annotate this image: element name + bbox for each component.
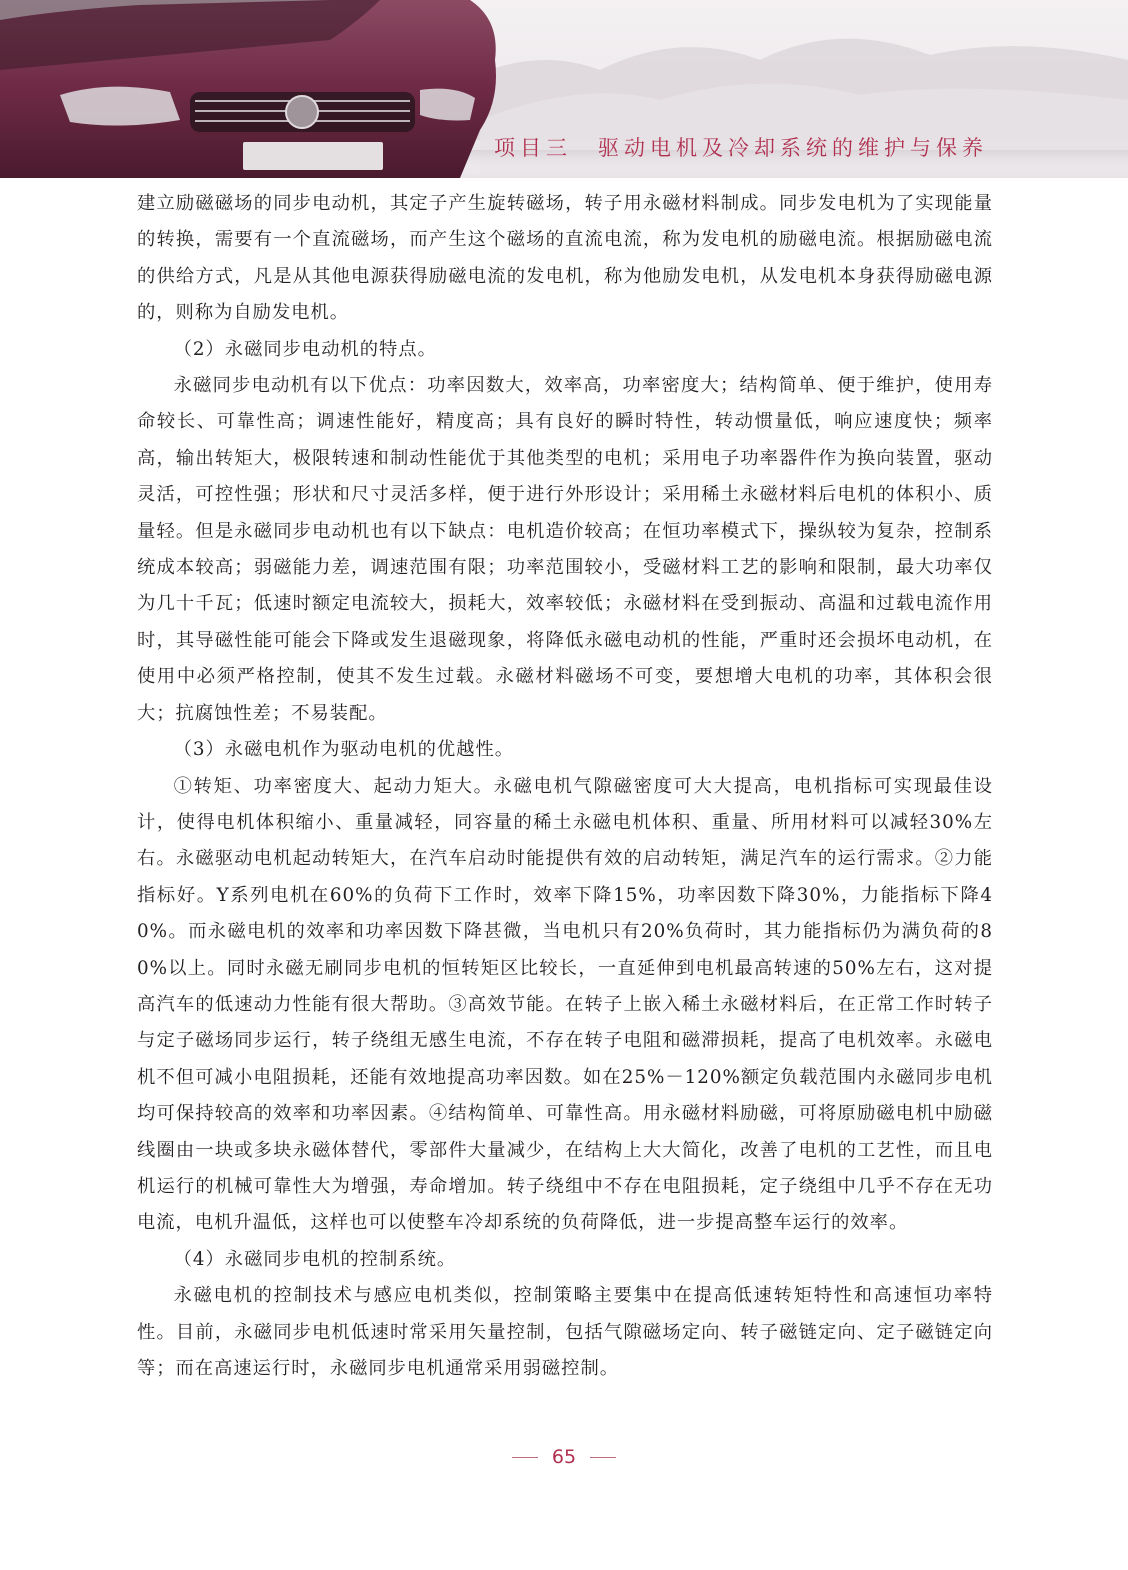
footer-dash-right: [590, 1457, 616, 1458]
paragraph-excitation: 建立励磁磁场的同步电动机，其定子产生旋转磁场，转子用永磁材料制成。同步发电机为了实现能量的转换，需要有一个直流磁场，而产生这个磁场的直流电流，称为发电机的励磁电流。根据励磁电流的供给方式，凡是从其他电源获得励磁电流的发电机，称为他励发电机，从发电机本身获得励磁电源的，则称为自励发电机。: [137, 193, 993, 324]
page-content: [137, 186, 993, 1387]
page-number: 65: [551, 1446, 577, 1468]
section-heading-features: （2）永磁同步电动机的特点。: [173, 338, 437, 360]
footer-dash-left: [512, 1457, 538, 1458]
chapter-title: 项目三 驱动电机及冷却系统的维护与保养: [494, 136, 988, 160]
paragraph-features: 永磁同步电动机有以下优点：功率因数大，效率高，功率密度大；结构简单、便于维护，使用寿命较长、可靠性高；调速性能好，精度高；具有良好的瞬时特性，转动惯量低，响应速度快；频率高，输出转矩大，极限转速和制动性能优于其他类型的电机；采用电子功率器件作为换向装置，驱动灵活，可控性强；形状和尺寸灵活多样，便于进行外形设计；采用稀土永磁材料后电机的体积小、质量轻。但是永磁同步电动机也有以下缺点：电机造价较高；在恒功率模式下，操纵较为复杂，控制系统成本较高；弱磁能力差，调速范围有限；功率范围较小，受磁材料工艺的影响和限制，最大功率仅为几十千瓦；低速时额定电流较大，损耗大，效率较低；永磁材料在受到振动、高温和过载电流作用时，其导磁性能可能会下降或发生退磁现象，将降低永磁电动机的性能，严重时还会损坏电动机，在使用中必须严格控制，使其不发生过载。永磁材料磁场不可变，要想增大电机的功率，其体积会很大；抗腐蚀性差；不易装配。: [137, 375, 993, 724]
paragraph-advantages: ①转矩、功率密度大、起动力矩大。永磁电机气隙磁密度可大大提高，电机指标可实现最佳设计，使得电机体积缩小、重量减轻，同容量的稀土永磁电机体积、重量、所用材料可以减轻30%左右。永磁驱动电机起动转矩大，在汽车启动时能提供有效的启动转矩，满足汽车的运行需求。②力能指标好。Y系列电机在60%的负荷下工作时，效率下降15%，功率因数下降30%，力能指标下降40%。而永磁电机的效率和功率因数下降甚微，当电机只有20%负荷时，其力能指标仍为满负荷的80%以上。同时永磁无刷同步电机的恒转矩区比较长，一直延伸到电机最高转速的50%左右，这对提高汽车的低速动力性能有很大帮助。③高效节能。在转子上嵌入稀土永磁材料后，在正常工作时转子与定子磁场同步运行，转子绕组无感生电流，不存在转子电阻和磁滞损耗，提高了电机效率。永磁电机不但可减小电阻损耗，还能有效地提高功率因数。如在25%－120%额定负载范围内永磁同步电机均可保持较高的效率和功率因素。④结构简单、可靠性高。用永磁材料励磁，可将原励磁电机中励磁线圈由一块或多块永磁体替代，零部件大量减少，在结构上大大简化，改善了电机的工艺性，而且电机运行的机械可靠性大为增强，寿命增加。转子绕组中不存在电阻损耗，定子绕组中几乎不存在无功电流，电机升温低，这样也可以使整车冷却系统的负荷降低，进一步提高整车运行的效率。: [137, 775, 993, 1234]
section-heading-control: （4）永磁同步电机的控制系统。: [173, 1248, 457, 1270]
section-heading-advantages: （3）永磁电机作为驱动电机的优越性。: [173, 739, 515, 761]
paragraph-control: 永磁电机的控制技术与感应电机类似，控制策略主要集中在提高低速转矩特性和高速恒功率特性。目前，永磁同步电机低速时常采用矢量控制，包括气隙磁场定向、转子磁链定向、定子磁链定向等；而在高速运行时，永磁同步电机通常采用弱磁控制。: [137, 1285, 993, 1379]
page-footer: [0, 1446, 1128, 1468]
header-banner: [0, 0, 1128, 178]
